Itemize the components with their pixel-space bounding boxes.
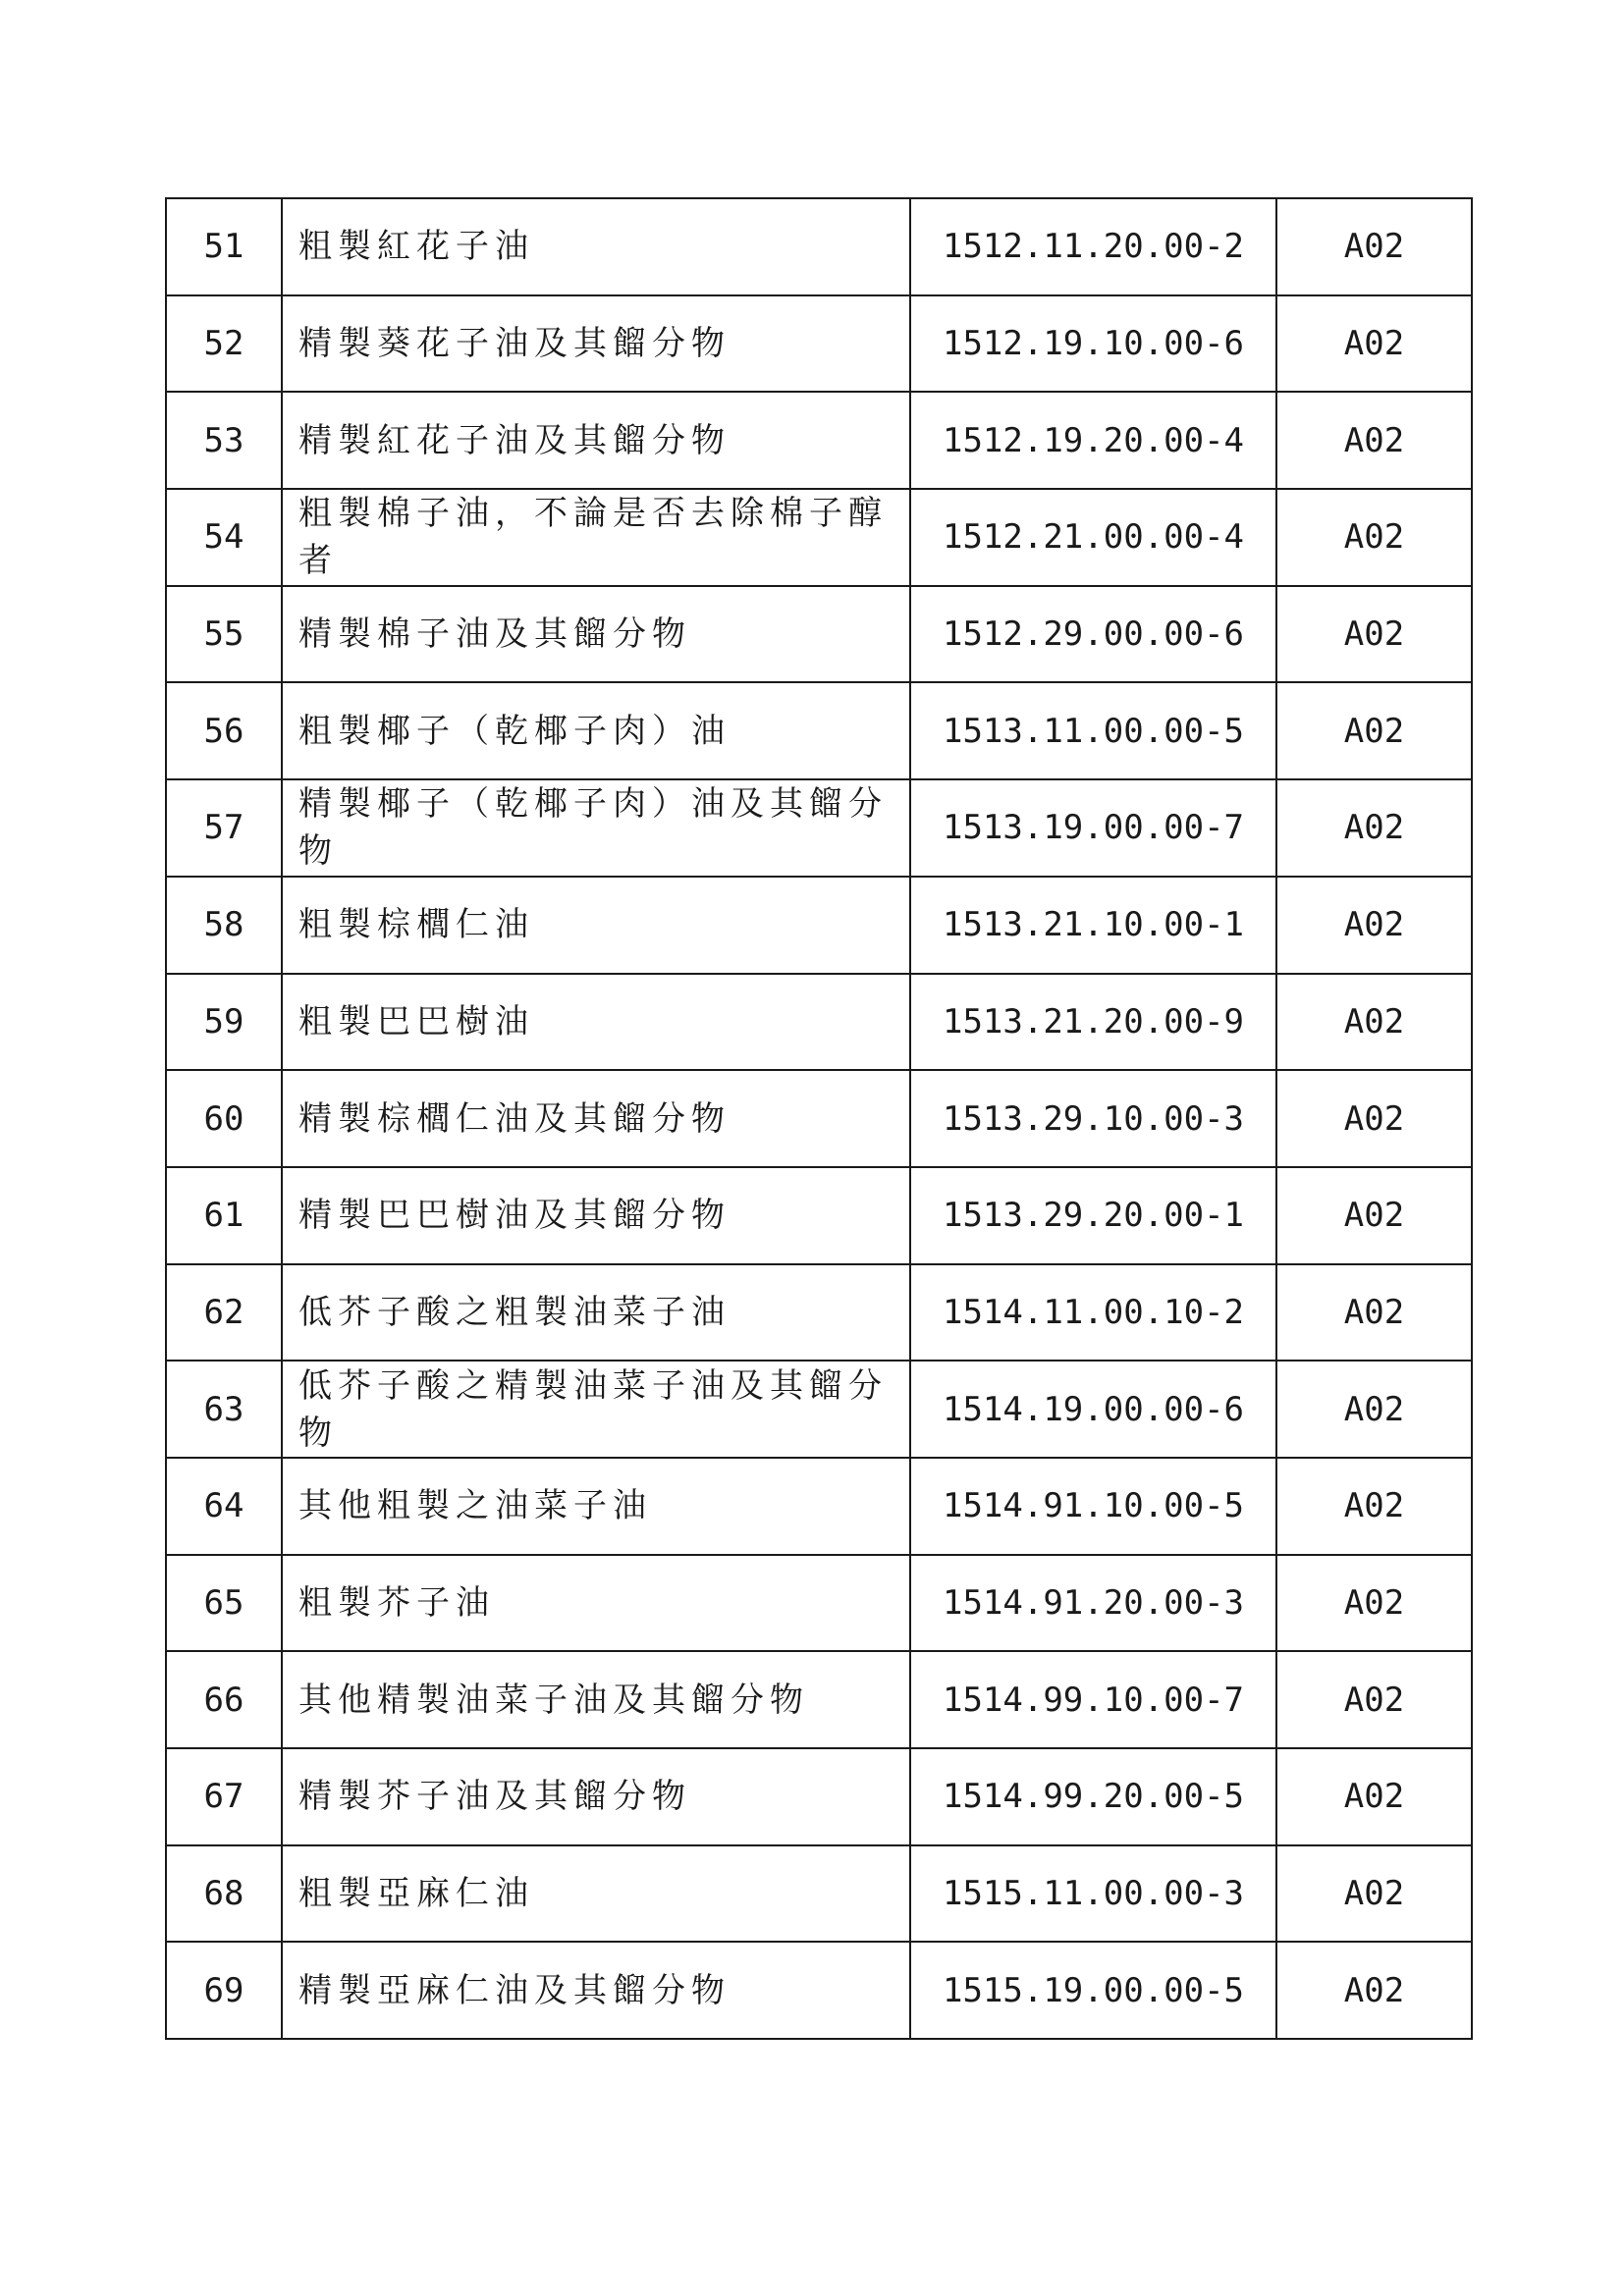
table-row bbox=[166, 1845, 1472, 1943]
category-code: A02 bbox=[1276, 1555, 1472, 1652]
product-name: 其他粗製之油菜子油 bbox=[282, 1458, 910, 1555]
product-name: 低芥子酸之粗製油菜子油 bbox=[282, 1264, 910, 1362]
category-code: A02 bbox=[1276, 779, 1472, 877]
product-name: 精製棕櫚仁油及其餾分物 bbox=[282, 1070, 910, 1167]
tariff-code: 1514.91.10.00-5 bbox=[910, 1458, 1276, 1555]
category-code: A02 bbox=[1276, 682, 1472, 779]
row-number: 61 bbox=[166, 1167, 282, 1264]
table-row bbox=[166, 489, 1472, 586]
row-number: 57 bbox=[166, 779, 282, 877]
table-row bbox=[166, 1555, 1472, 1652]
row-number: 58 bbox=[166, 877, 282, 974]
category-code: A02 bbox=[1276, 1070, 1472, 1167]
table-row bbox=[166, 1748, 1472, 1845]
table-row bbox=[166, 682, 1472, 779]
table-row bbox=[166, 1361, 1472, 1458]
product-name: 粗製棉子油，不論是否去除棉子醇者 bbox=[282, 489, 910, 586]
tariff-code: 1513.11.00.00-5 bbox=[910, 682, 1276, 779]
tariff-code: 1512.21.00.00-4 bbox=[910, 489, 1276, 586]
row-number: 69 bbox=[166, 1942, 282, 2039]
product-name: 粗製芥子油 bbox=[282, 1555, 910, 1652]
category-code: A02 bbox=[1276, 1361, 1472, 1458]
table-row bbox=[166, 198, 1472, 295]
row-number: 63 bbox=[166, 1361, 282, 1458]
table-row bbox=[166, 1942, 1472, 2039]
product-name: 粗製巴巴樹油 bbox=[282, 974, 910, 1071]
table-row bbox=[166, 392, 1472, 489]
product-name: 精製椰子（乾椰子肉）油及其餾分物 bbox=[282, 779, 910, 877]
table-body bbox=[166, 198, 1472, 2039]
table-row bbox=[166, 1458, 1472, 1555]
product-name: 精製巴巴樹油及其餾分物 bbox=[282, 1167, 910, 1264]
category-code: A02 bbox=[1276, 1264, 1472, 1362]
category-code: A02 bbox=[1276, 392, 1472, 489]
table-row bbox=[166, 974, 1472, 1071]
row-number: 64 bbox=[166, 1458, 282, 1555]
tariff-code: 1512.19.10.00-6 bbox=[910, 295, 1276, 393]
table-row bbox=[166, 1264, 1472, 1362]
product-name: 精製紅花子油及其餾分物 bbox=[282, 392, 910, 489]
product-name: 精製棉子油及其餾分物 bbox=[282, 586, 910, 683]
product-name: 精製葵花子油及其餾分物 bbox=[282, 295, 910, 393]
tariff-code: 1513.21.20.00-9 bbox=[910, 974, 1276, 1071]
row-number: 52 bbox=[166, 295, 282, 393]
category-code: A02 bbox=[1276, 1942, 1472, 2039]
tariff-code: 1513.29.20.00-1 bbox=[910, 1167, 1276, 1264]
category-code: A02 bbox=[1276, 974, 1472, 1071]
category-code: A02 bbox=[1276, 1748, 1472, 1845]
row-number: 62 bbox=[166, 1264, 282, 1362]
table-row bbox=[166, 779, 1472, 877]
row-number: 51 bbox=[166, 198, 282, 295]
tariff-code: 1512.29.00.00-6 bbox=[910, 586, 1276, 683]
table-row bbox=[166, 1651, 1472, 1748]
category-code: A02 bbox=[1276, 295, 1472, 393]
tariff-code: 1515.11.00.00-3 bbox=[910, 1845, 1276, 1943]
category-code: A02 bbox=[1276, 198, 1472, 295]
row-number: 68 bbox=[166, 1845, 282, 1943]
row-number: 67 bbox=[166, 1748, 282, 1845]
row-number: 59 bbox=[166, 974, 282, 1071]
category-code: A02 bbox=[1276, 586, 1472, 683]
tariff-code-table bbox=[165, 197, 1473, 2040]
tariff-code: 1514.99.10.00-7 bbox=[910, 1651, 1276, 1748]
category-code: A02 bbox=[1276, 489, 1472, 586]
product-name: 低芥子酸之精製油菜子油及其餾分物 bbox=[282, 1361, 910, 1458]
category-code: A02 bbox=[1276, 1651, 1472, 1748]
product-name: 其他精製油菜子油及其餾分物 bbox=[282, 1651, 910, 1748]
table-row bbox=[166, 295, 1472, 393]
tariff-code: 1513.21.10.00-1 bbox=[910, 877, 1276, 974]
table-row bbox=[166, 586, 1472, 683]
tariff-code: 1514.11.00.10-2 bbox=[910, 1264, 1276, 1362]
table-row bbox=[166, 1070, 1472, 1167]
row-number: 56 bbox=[166, 682, 282, 779]
table-row bbox=[166, 877, 1472, 974]
table-row bbox=[166, 1167, 1472, 1264]
tariff-code: 1514.91.20.00-3 bbox=[910, 1555, 1276, 1652]
category-code: A02 bbox=[1276, 1458, 1472, 1555]
tariff-code: 1513.19.00.00-7 bbox=[910, 779, 1276, 877]
row-number: 55 bbox=[166, 586, 282, 683]
row-number: 66 bbox=[166, 1651, 282, 1748]
product-name: 粗製亞麻仁油 bbox=[282, 1845, 910, 1943]
row-number: 65 bbox=[166, 1555, 282, 1652]
tariff-code: 1514.99.20.00-5 bbox=[910, 1748, 1276, 1845]
category-code: A02 bbox=[1276, 1167, 1472, 1264]
row-number: 60 bbox=[166, 1070, 282, 1167]
tariff-code: 1515.19.00.00-5 bbox=[910, 1942, 1276, 2039]
product-name: 精製亞麻仁油及其餾分物 bbox=[282, 1942, 910, 2039]
tariff-code: 1513.29.10.00-3 bbox=[910, 1070, 1276, 1167]
tariff-code: 1514.19.00.00-6 bbox=[910, 1361, 1276, 1458]
tariff-code: 1512.19.20.00-4 bbox=[910, 392, 1276, 489]
product-name: 粗製紅花子油 bbox=[282, 198, 910, 295]
product-name: 精製芥子油及其餾分物 bbox=[282, 1748, 910, 1845]
row-number: 54 bbox=[166, 489, 282, 586]
category-code: A02 bbox=[1276, 1845, 1472, 1943]
product-name: 粗製棕櫚仁油 bbox=[282, 877, 910, 974]
category-code: A02 bbox=[1276, 877, 1472, 974]
row-number: 53 bbox=[166, 392, 282, 489]
product-name: 粗製椰子（乾椰子肉）油 bbox=[282, 682, 910, 779]
tariff-code: 1512.11.20.00-2 bbox=[910, 198, 1276, 295]
